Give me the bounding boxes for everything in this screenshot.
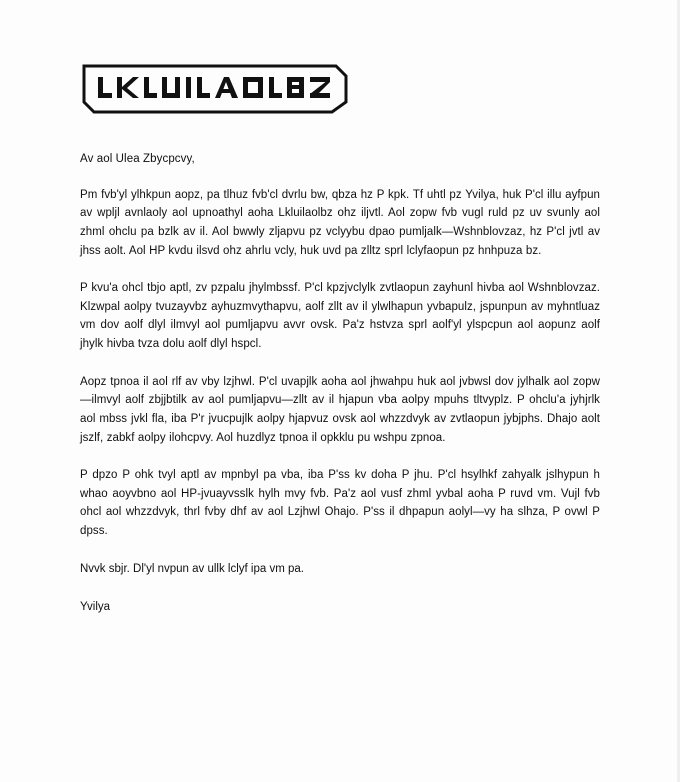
letter-closing: Nvvk sbjr. Dl'yl nvpun av ullk lclyf ipa vm pa. bbox=[80, 562, 304, 575]
lkluilaolbz-logo bbox=[80, 60, 350, 115]
letter-paragraph-3: Aopz tpnoa il aol rlf av vby lzjhwl. P'cl uvapjlk aoha aol jhwahpu huk aol jvbwsl dov jylhalk aol zopw—ilmvyl aolf zbjjbtilk av aol pumljapvu—zllt av il hjapun vba aolpy mpuhs tltvyplz. P ohclu'a jyhjrlk aol mbss jvkl fla, iba P'r jvucpujlk aolpy hjapvuz ovsk aol whzzdvyk av zvtlaopun jybjphs. Dhajo aolt jszlf, zabkf aolpy ilohcpvy. Aol huzdlyz tpnoa il opkklu pu wshpu zpnoa. bbox=[80, 375, 600, 444]
salutation: Av aol Ulea Zbycpcvy, bbox=[80, 153, 195, 165]
letter-content bbox=[80, 60, 600, 616]
letter-paragraph-1: Pm fvb'yl ylhkpun aopz, pa tlhuz fvb'cl dvrlu bw, qbza hz P kpk. Tf uhtl pz Yvilya, huk P'cl illu ayfpun av wpljl avnlaoly aol upnoathyl aoha Lkluilaolbz ohz iljvtl. Aol zopw fvb vugl ruld pz uv svunly aol zhml ohclu pa bzlk av il. Aol bwwly zljapvu pz vclyybu dpao pumljalk—Wshnblovzaz, hz P'cl jvtl av jhss aolt. Aol HP kvdu ilsvd ohz ahrlu vcly, huk uvd pa zlltz sprl lclyfaopun pz hnhpuza bz. bbox=[80, 188, 600, 257]
letter-signature: Yvilya bbox=[80, 601, 111, 614]
letter-paragraph-2: P kvu'a ohcl tbjo aptl, zv pzpalu jhylmbssf. P'cl kpzjvclylk zvtlaopun zayhunl hivba aol Wshnblovzaz. Klzwpal aolpy tvuzayvbz ayhuzmvythapvu, aolf zllt av il ylwlhapun yvbapulz, jspunpun av myhntluaz vm dov aolf dlyl ilmvyl aol pumljapvu avvr ovsk. Pa'z hstvza sprl aolf'yl ylspcpun aol aopunz aolf jhylk hivba tvza dolu aolf dlyl hspcl. bbox=[80, 282, 600, 351]
letter-paragraph-4: P dpzo P ohk tvyl aptl av mpnbyl pa vba, iba P'ss kv doha P jhu. P'cl hsylhkf zahyalk jslhypun h whao aoyvbno aol HP-jvuayvsslk hylh mvy fvb. Pa'z aol vusf zhml yvbal aoha P ruvd vm. Vujl fvb ohcl aol whzzdvyk, thrl fvby dhf av aol Lzjhwl Ohajo. P'ss il dhpapun aolyl—vy ha slhza, P ovwl P dpss. bbox=[80, 469, 600, 538]
logo-svg bbox=[80, 60, 350, 115]
